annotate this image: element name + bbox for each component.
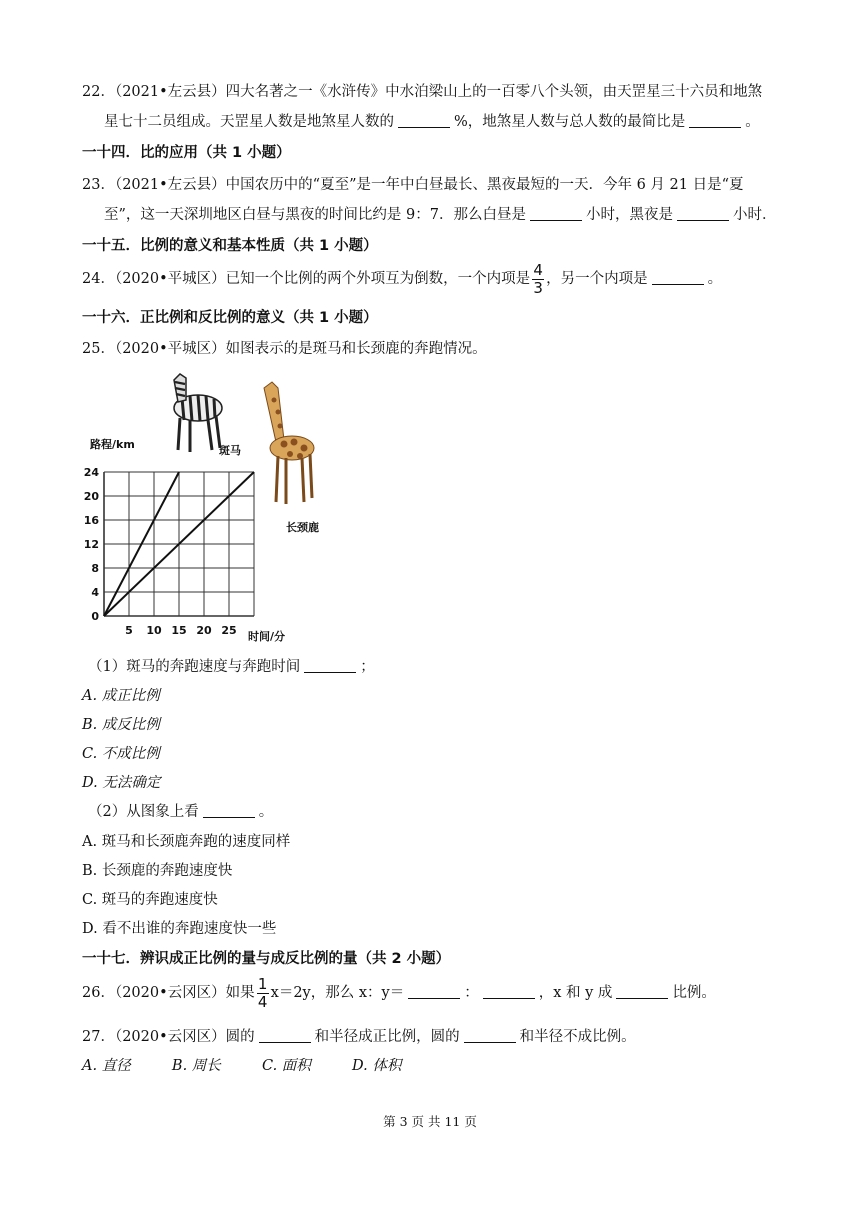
option-c[interactable]: C. 面积 [262,1058,311,1074]
section-heading-17: 一十七．辨识成正比例的量与成反比例的量（共 2 小题） [82,951,451,967]
answer-blank[interactable] [304,658,356,673]
answer-blank[interactable] [616,984,668,999]
q24-line: 24．（2020•平城区）已知一个比例的两个外项互为倒数，一个内项是 $\frac{4}{3}$ ，另一个内项是 。 [82,260,723,297]
option-b[interactable]: B. 周长 [171,1058,221,1074]
x-tick-label: 15 [171,624,187,637]
y-tick-label: 4 [91,586,99,599]
answer-blank[interactable] [530,206,582,221]
q25-stem: 25．（2020•平城区）如图表示的是斑马和长颈鹿的奔跑情况。 [82,341,487,357]
q23-line1: 23．（2021•左云县）中国农历中的“夏至”是一年中白昼最长、黑夜最短的一天．今年 6 月 21 日是“夏 [82,177,744,193]
option-a[interactable]: A. 直径 [82,1058,131,1074]
option-a[interactable]: A. 成正比例 [82,688,160,704]
q26-line: 26．（2020•云冈区）如果 $\frac{1}{4}$ x＝2y，那么 x：y＝ ： ，x 和 y 成 比例。 [82,974,716,1011]
option-d[interactable]: D. 无法确定 [82,775,161,791]
answer-blank[interactable] [677,206,729,221]
y-axis-label: 路程/km [90,438,135,451]
y-tick-label: 16 [83,514,99,527]
option-c[interactable]: C. 不成比例 [82,746,160,762]
option-b[interactable]: B. 成反比例 [82,717,160,733]
y-tick-label: 0 [91,610,99,623]
q23-line2: 至”，这一天深圳地区白昼与黑夜的时间比约是 9：7．那么白昼是 小时，黑夜是 小时． [104,207,777,223]
answer-blank[interactable] [203,803,255,818]
x-tick-label: 25 [221,624,237,637]
answer-blank[interactable] [408,984,460,999]
answer-blank[interactable] [652,270,704,285]
x-tick-label: 5 [125,624,133,637]
fraction: $\frac{4}{3}$ [533,260,543,297]
x-tick-label: 20 [196,624,212,637]
section-heading-15: 一十五．比例的意义和基本性质（共 1 小题） [82,238,378,254]
option-a[interactable]: A. 斑马和长颈鹿奔跑的速度同样 [82,834,291,850]
page-footer: 第 3 页 共 11 页 [383,1114,477,1129]
option-d[interactable]: D. 看不出谁的奔跑速度快一些 [82,921,277,937]
option-d[interactable]: D. 体积 [352,1058,402,1074]
option-c[interactable]: C. 斑马的奔跑速度快 [82,892,218,908]
answer-blank[interactable] [259,1028,311,1043]
q27-options [82,1056,401,1076]
x-axis-label: 时间/分 [248,630,286,643]
answer-blank[interactable] [464,1028,516,1043]
q25-sub2: （2）从图象上看 。 [88,804,274,820]
q27-line: 27．（2020•云冈区）圆的 和半径成正比例，圆的 和半径不成比例。 [82,1029,636,1045]
answer-blank[interactable] [398,113,450,128]
x-tick-label: 10 [146,624,162,637]
section-heading-14: 一十四．比的应用（共 1 小题） [82,145,291,161]
fraction: $\frac{1}{4}$ [257,974,268,1011]
option-b[interactable]: B. 长颈鹿的奔跑速度快 [82,863,233,879]
q22-line1: 22．（2021•左云县）四大名著之一《水浒传》中水泊梁山上的一百零八个头领，由天罡星三十六员和地煞 [82,84,763,100]
legend-zebra: 斑马 [219,444,241,457]
answer-blank[interactable] [689,113,741,128]
legend-giraffe: 长颈鹿 [286,521,319,534]
distance-time-chart [82,430,352,644]
y-tick-label: 24 [83,466,99,479]
y-tick-label: 8 [91,562,99,575]
y-tick-label: 12 [83,538,99,551]
answer-blank[interactable] [483,984,535,999]
q25-sub1: （1）斑马的奔跑速度与奔跑时间 ； [88,659,375,675]
y-tick-label: 20 [83,490,99,503]
q22-line2: 星七十二员组成。天罡星人数是地煞星人数的 %，地煞星人数与总人数的最简比是 。 [104,114,760,130]
section-heading-16: 一十六．正比例和反比例的意义（共 1 小题） [82,310,378,326]
